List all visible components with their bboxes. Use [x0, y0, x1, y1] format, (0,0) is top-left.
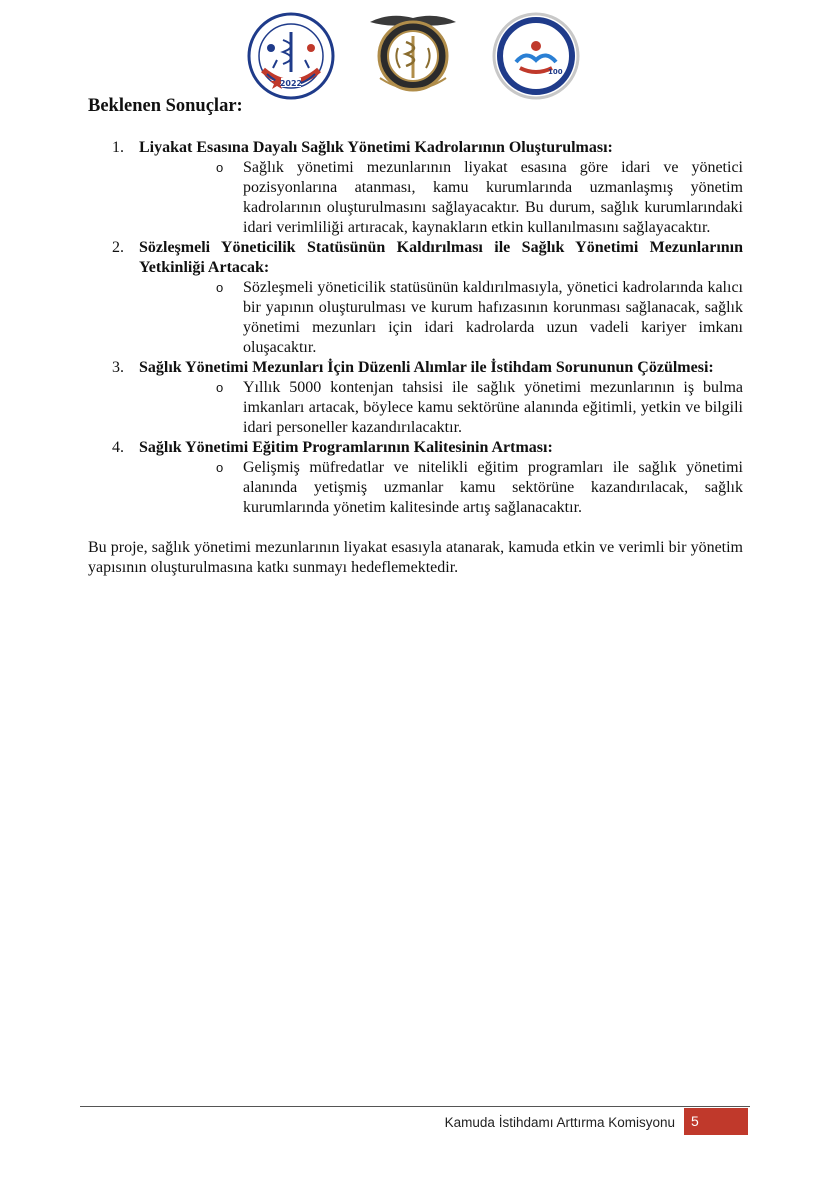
- document-body: [88, 96, 743, 594]
- sub-item: [139, 158, 743, 238]
- kamu-birligi-logo-icon: [492, 12, 580, 100]
- list-item: [88, 238, 743, 358]
- item-title: Liyakat Esasına Dayalı Sağlık Yönetimi Kadrolarının Oluşturulması:: [139, 139, 613, 156]
- sub-item-text: Yıllık 5000 kontenjan tahsisi ile sağlık yönetimi mezunlarının iş bulma imkanları artacak, böylece kamu sektörüne alanında eğitimli, yetkin ve bilgili idari personeller kazandırılacaktır.: [243, 379, 743, 436]
- item-number: 1.: [112, 139, 124, 156]
- item-title: Sözleşmeli Yöneticilik Statüsünün Kaldırılması ile Sağlık Yönetimi Mezunlarının Yetkinliği Artacak:: [139, 239, 743, 276]
- circle-bullet-icon: o: [216, 280, 224, 295]
- circle-bullet-icon: o: [216, 380, 224, 395]
- section-heading: Beklenen Sonuçlar:: [88, 96, 243, 116]
- saglikci-birligi-logo-icon: [366, 8, 460, 98]
- footer-commission-name: Kamuda İstihdamı Arttırma Komisyonu: [444, 1115, 675, 1130]
- sub-item: [139, 378, 743, 438]
- sub-item: [139, 458, 743, 518]
- sub-item-text: Sağlık yönetimi mezunlarının liyakat esasına göre idari ve yönetici pozisyonlarına atanması, kamu kurumlarında uzmanlaşmış yönetim kadrolarının oluşturulmasını sağlayacaktır. Bu durum, sağlık kurumlarındaki idari verimliliği artıracak, kaynakların etkin kullanılmasını sağlayacaktır.: [243, 159, 743, 236]
- circle-bullet-icon: o: [216, 160, 224, 175]
- results-list: [88, 138, 743, 518]
- item-number: 2.: [112, 239, 124, 256]
- svg-text:100: 100: [548, 68, 563, 76]
- list-item: [88, 438, 743, 518]
- sub-item-text: Gelişmiş müfredatlar ve nitelikli eğitim programları ile sağlık yönetimi alanında yetişmiş uzmanlar kamu sektörüne kazandırılacak, sağlık kurumlarında yönetim kalitesinde artış sağlanacaktır.: [243, 459, 743, 516]
- footer-divider: [80, 1106, 750, 1107]
- item-number: 4.: [112, 439, 124, 456]
- item-number: 3.: [112, 359, 124, 376]
- list-item: [88, 358, 743, 438]
- genc-saglik-sendikasi-logo-icon: [247, 12, 335, 100]
- page-number-badge: 5: [684, 1108, 748, 1135]
- item-title: Sağlık Yönetimi Mezunları İçin Düzenli Alımlar ile İstihdam Sorununun Çözülmesi:: [139, 359, 714, 376]
- list-item: [88, 138, 743, 238]
- closing-paragraph: Bu proje, sağlık yönetimi mezunlarının liyakat esasıyla atanarak, kamuda etkin ve verimli bir yönetim yapısının oluşturulmasına katkı sunmayı hedeflemektedir.: [88, 539, 743, 576]
- item-title: Sağlık Yönetimi Eğitim Programlarının Kalitesinin Artması:: [139, 439, 553, 456]
- sub-item-text: Sözleşmeli yöneticilik statüsünün kaldırılmasıyla, yönetici kadrolarında kalıcı bir yapının oluşturulması ve kurum hafızasının korunması sağlanacak, sağlık yönetimi mezunları için idari kadrolarda uzun vadeli kariyer imkanı oluşacaktır.: [243, 279, 743, 356]
- header-logos: [0, 6, 835, 96]
- circle-bullet-icon: o: [216, 460, 224, 475]
- svg-text:2022: 2022: [279, 79, 303, 88]
- sub-item: [139, 278, 743, 358]
